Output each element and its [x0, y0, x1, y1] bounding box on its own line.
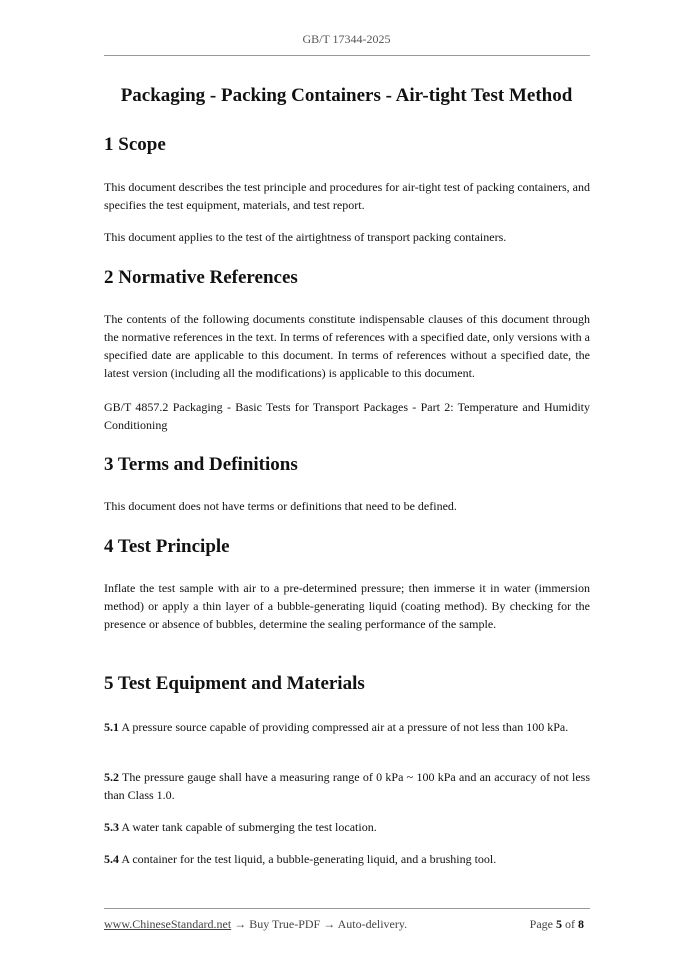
current-page: 5: [556, 917, 562, 931]
clause-number: 5.1: [104, 720, 119, 734]
document-title: Packaging - Packing Containers - Air-tight Test Method: [120, 85, 573, 106]
clause-5-2: [104, 768, 590, 804]
clause-number: 5.2: [104, 770, 119, 784]
page-footer: [104, 917, 584, 932]
total-pages: 8: [578, 917, 584, 931]
page-indicator: [530, 917, 584, 932]
section-heading-scope: 1 Scope: [104, 134, 166, 155]
footer-promo: [104, 917, 407, 932]
clause-5-1: [104, 718, 590, 736]
paragraph: This document applies to the test of the airtightness of transport packing containers.: [104, 230, 507, 244]
clause-5-4: [104, 850, 590, 868]
clause-text: A water tank capable of submerging the test location.: [119, 820, 377, 834]
clause-number: 5.3: [104, 820, 119, 834]
paragraph: This document describes the test principle and procedures for air-tight test of packing containers, and specifies the test equipment, materials, and test report.: [104, 180, 590, 212]
section-heading-normative-references: 2 Normative References: [104, 267, 298, 288]
header-divider: [104, 55, 590, 56]
clause-text: A pressure source capable of providing compressed air at a pressure of not less than 100 kPa.: [119, 720, 569, 734]
paragraph: Inflate the test sample with air to a pre-determined pressure; then immerse it in water (immersion method) or apply a thin layer of a bubble-generating liquid (coating method). By checking for the presence or absence of bubbles, determine the sealing performance of the sample.: [104, 581, 590, 631]
clause-text: The pressure gauge shall have a measuring range of 0 kPa ~ 100 kPa and an accuracy of not less than Class 1.0.: [104, 770, 590, 802]
clause-5-3: [104, 818, 590, 836]
page-label: Page: [529, 917, 556, 931]
paragraph: This document does not have terms or definitions that need to be defined.: [104, 499, 457, 513]
clause-text: A container for the test liquid, a bubble-generating liquid, and a brushing tool.: [119, 852, 497, 866]
footer-divider: [104, 908, 590, 909]
running-header: GB/T 17344-2025: [302, 32, 391, 46]
paragraph: The contents of the following documents constitute indispensable clauses of this document through the normative references in the text. In terms of references with a specified date, only versions with a specified date are applicable to this document. In terms of references without a specified date, the latest version (including all the modifications) is applicable to this document.: [104, 312, 590, 380]
section-heading-test-principle: 4 Test Principle: [104, 536, 230, 557]
section-heading-equipment: 5 Test Equipment and Materials: [104, 673, 365, 694]
website-link[interactable]: www.ChineseStandard.net: [104, 917, 232, 931]
section-heading-terms: 3 Terms and Definitions: [104, 454, 298, 475]
of-label: of: [562, 917, 578, 931]
clause-number: 5.4: [104, 852, 119, 866]
footer-promo-text: → Buy True-PDF → Auto-delivery.: [231, 917, 408, 931]
reference-entry: GB/T 4857.2 Packaging - Basic Tests for Transport Packages - Part 2: Temperature and Humidity Conditioning: [104, 400, 590, 432]
